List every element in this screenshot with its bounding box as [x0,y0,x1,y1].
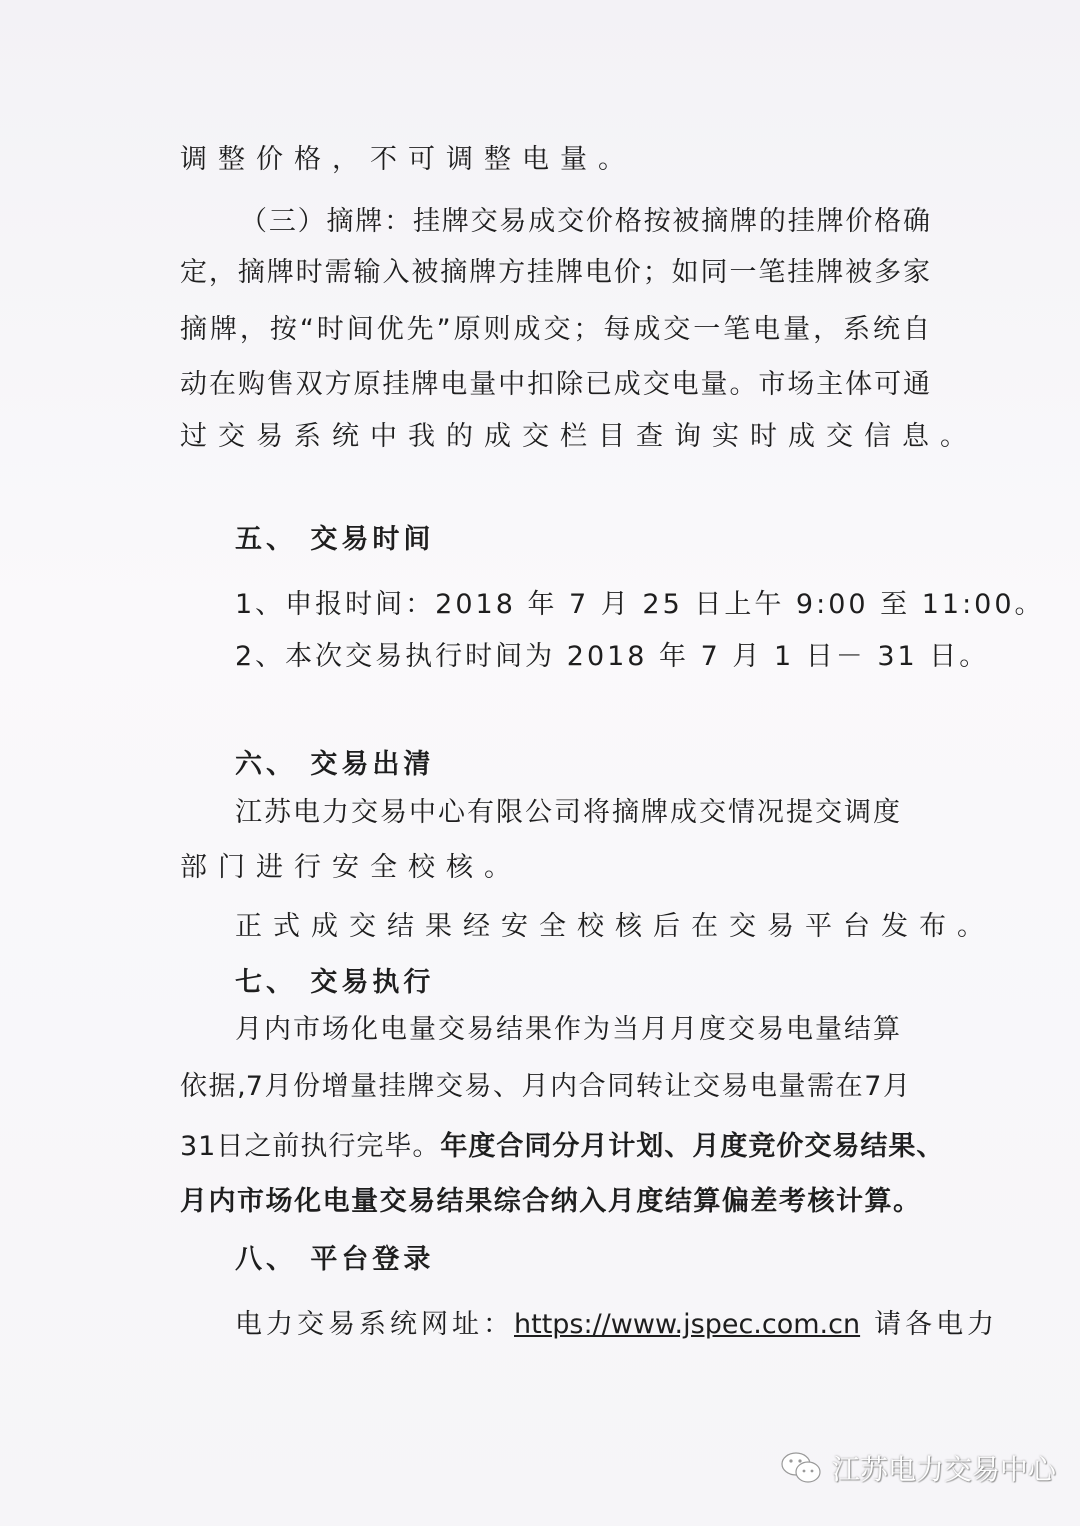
trailing-text: 请各电力 [874,1309,999,1340]
url-label: 电力交易系统网址： [235,1309,514,1340]
section-heading: 五、 交易时间 [235,524,435,555]
list-item: 2、本次交易执行时间为 2018 年 7 月 1 日－ 31 日。 [235,641,990,672]
watermark-text: 江苏电力交易中心 [832,1453,1057,1486]
watermark [780,1448,1056,1488]
bold-paragraph-line: 月内市场化电量交易结果综合纳入月度结算偏差考核计算。 [180,1186,920,1217]
paragraph-line: 动在购售双方原挂牌电量中扣除已成交电量。市场主体可通 [180,369,930,400]
system-url-link[interactable]: https://www.jspec.com.cn [514,1309,861,1340]
paragraph-line: （三）摘牌：挂牌交易成交价格按被摘牌的挂牌价格确 [240,206,930,237]
paragraph-line: 部门进行安全校核。 [180,852,522,883]
paragraph-line: 依据,7月份增量挂牌交易、月内合同转让交易电量需在7月 [180,1071,910,1102]
section-heading: 八、 平台登录 [235,1244,435,1275]
paragraph-line: 月内市场化电量交易结果作为当月月度交易电量结算 [235,1014,900,1045]
bold-text: 年度合同分月计划、月度竞价交易结果、 [440,1131,945,1162]
paragraph-line: 过交易系统中我的成交栏目查询实时成交信息。 [180,421,978,452]
paragraph-line: 定，摘牌时需输入被摘牌方挂牌电价；如同一笔挂牌被多家 [180,257,930,288]
section-heading: 七、 交易执行 [235,967,435,998]
wechat-icon [780,1450,824,1486]
paragraph-line [235,1307,998,1343]
paragraph-line [180,1129,944,1165]
paragraph-line: 摘牌，按“时间优先”原则成交；每成交一笔电量，系统自 [180,314,930,345]
paragraph-line: 江苏电力交易中心有限公司将摘牌成交情况提交调度 [235,797,900,828]
paragraph-line: 正式成交结果经安全校核后在交易平台发布。 [235,911,995,942]
paragraph-line: 调整价格，不可调整电量。 [180,144,636,175]
list-item: 1、申报时间：2018 年 7 月 25 日上午 9:00 至 11:00。 [235,589,1045,620]
section-heading: 六、 交易出清 [235,749,435,780]
normal-text: 31日之前执行完毕。 [180,1131,441,1162]
